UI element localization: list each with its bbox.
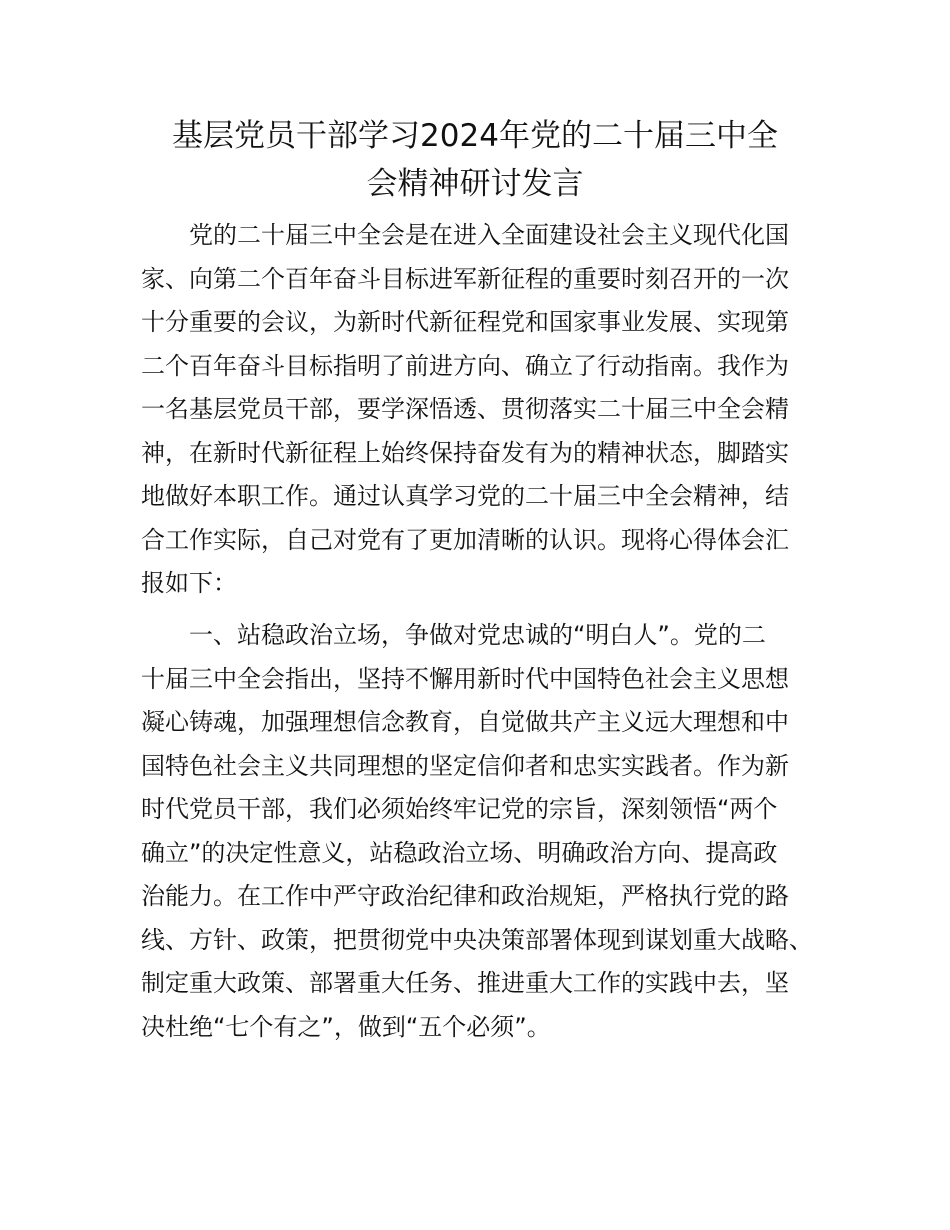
section-one-paragraph bbox=[141, 614, 841, 1049]
text-line: 神，在新时代新征程上始终保持奋发有为的精神状态，脚踏实 bbox=[141, 438, 789, 467]
text-line: 报如下： bbox=[141, 569, 237, 597]
text-line: 一、站稳政治立场，争做对党忠诚的“明白人”。党的二 bbox=[189, 621, 766, 649]
text-line: 合工作实际，自己对党有了更加清晰的认识。现将心得体会汇 bbox=[141, 525, 789, 554]
text-line: 时代党员干部，我们必须始终牢记党的宗旨，深刻领悟“两个 bbox=[141, 795, 778, 823]
text-line: 凝心铸魂，加强理想信念教育，自觉做共产主义远大理想和中 bbox=[141, 708, 789, 736]
title-line: 会精神研讨发言 bbox=[366, 166, 584, 202]
text-line: 党的二十届三中全会是在进入全面建设社会主义现代化国 bbox=[189, 221, 789, 249]
text-line: 地做好本职工作。通过认真学习党的二十届三中全会精神，结 bbox=[141, 482, 789, 510]
intro-paragraph bbox=[141, 214, 841, 606]
text-line: 线、方针、政策，把贯彻党中央决策部署体现到谋划重大战略、 bbox=[141, 925, 813, 954]
text-line: 治能力。在工作中严守政治纪律和政治规矩，严格执行党的路 bbox=[141, 882, 789, 910]
text-line: 制定重大政策、部署重大任务、推进重大工作的实践中去，坚 bbox=[141, 969, 789, 997]
text-line: 决杜绝“七个有之”，做到“五个必须”。 bbox=[141, 1012, 551, 1041]
document-title bbox=[120, 112, 830, 208]
text-line: 二个百年奋斗目标指明了前进方向、确立了行动指南。我作为 bbox=[141, 351, 789, 380]
text-line: 一名基层党员干部，要学深悟透、贯彻落实二十届三中全会精 bbox=[141, 395, 789, 423]
text-line: 确立”的决定性意义，站稳政治立场、明确政治方向、提高政 bbox=[141, 838, 778, 867]
text-line: 国特色社会主义共同理想的坚定信仰者和忠实实践者。作为新 bbox=[141, 751, 789, 780]
text-line: 十届三中全会指出，坚持不懈用新时代中国特色社会主义思想 bbox=[141, 664, 789, 693]
text-line: 十分重要的会议，为新时代新征程党和国家事业发展、实现第 bbox=[141, 308, 789, 336]
title-line: 基层党员干部学习2024年党的二十届三中全 bbox=[172, 118, 778, 154]
text-line: 家、向第二个百年奋斗目标进军新征程的重要时刻召开的一次 bbox=[141, 264, 789, 293]
